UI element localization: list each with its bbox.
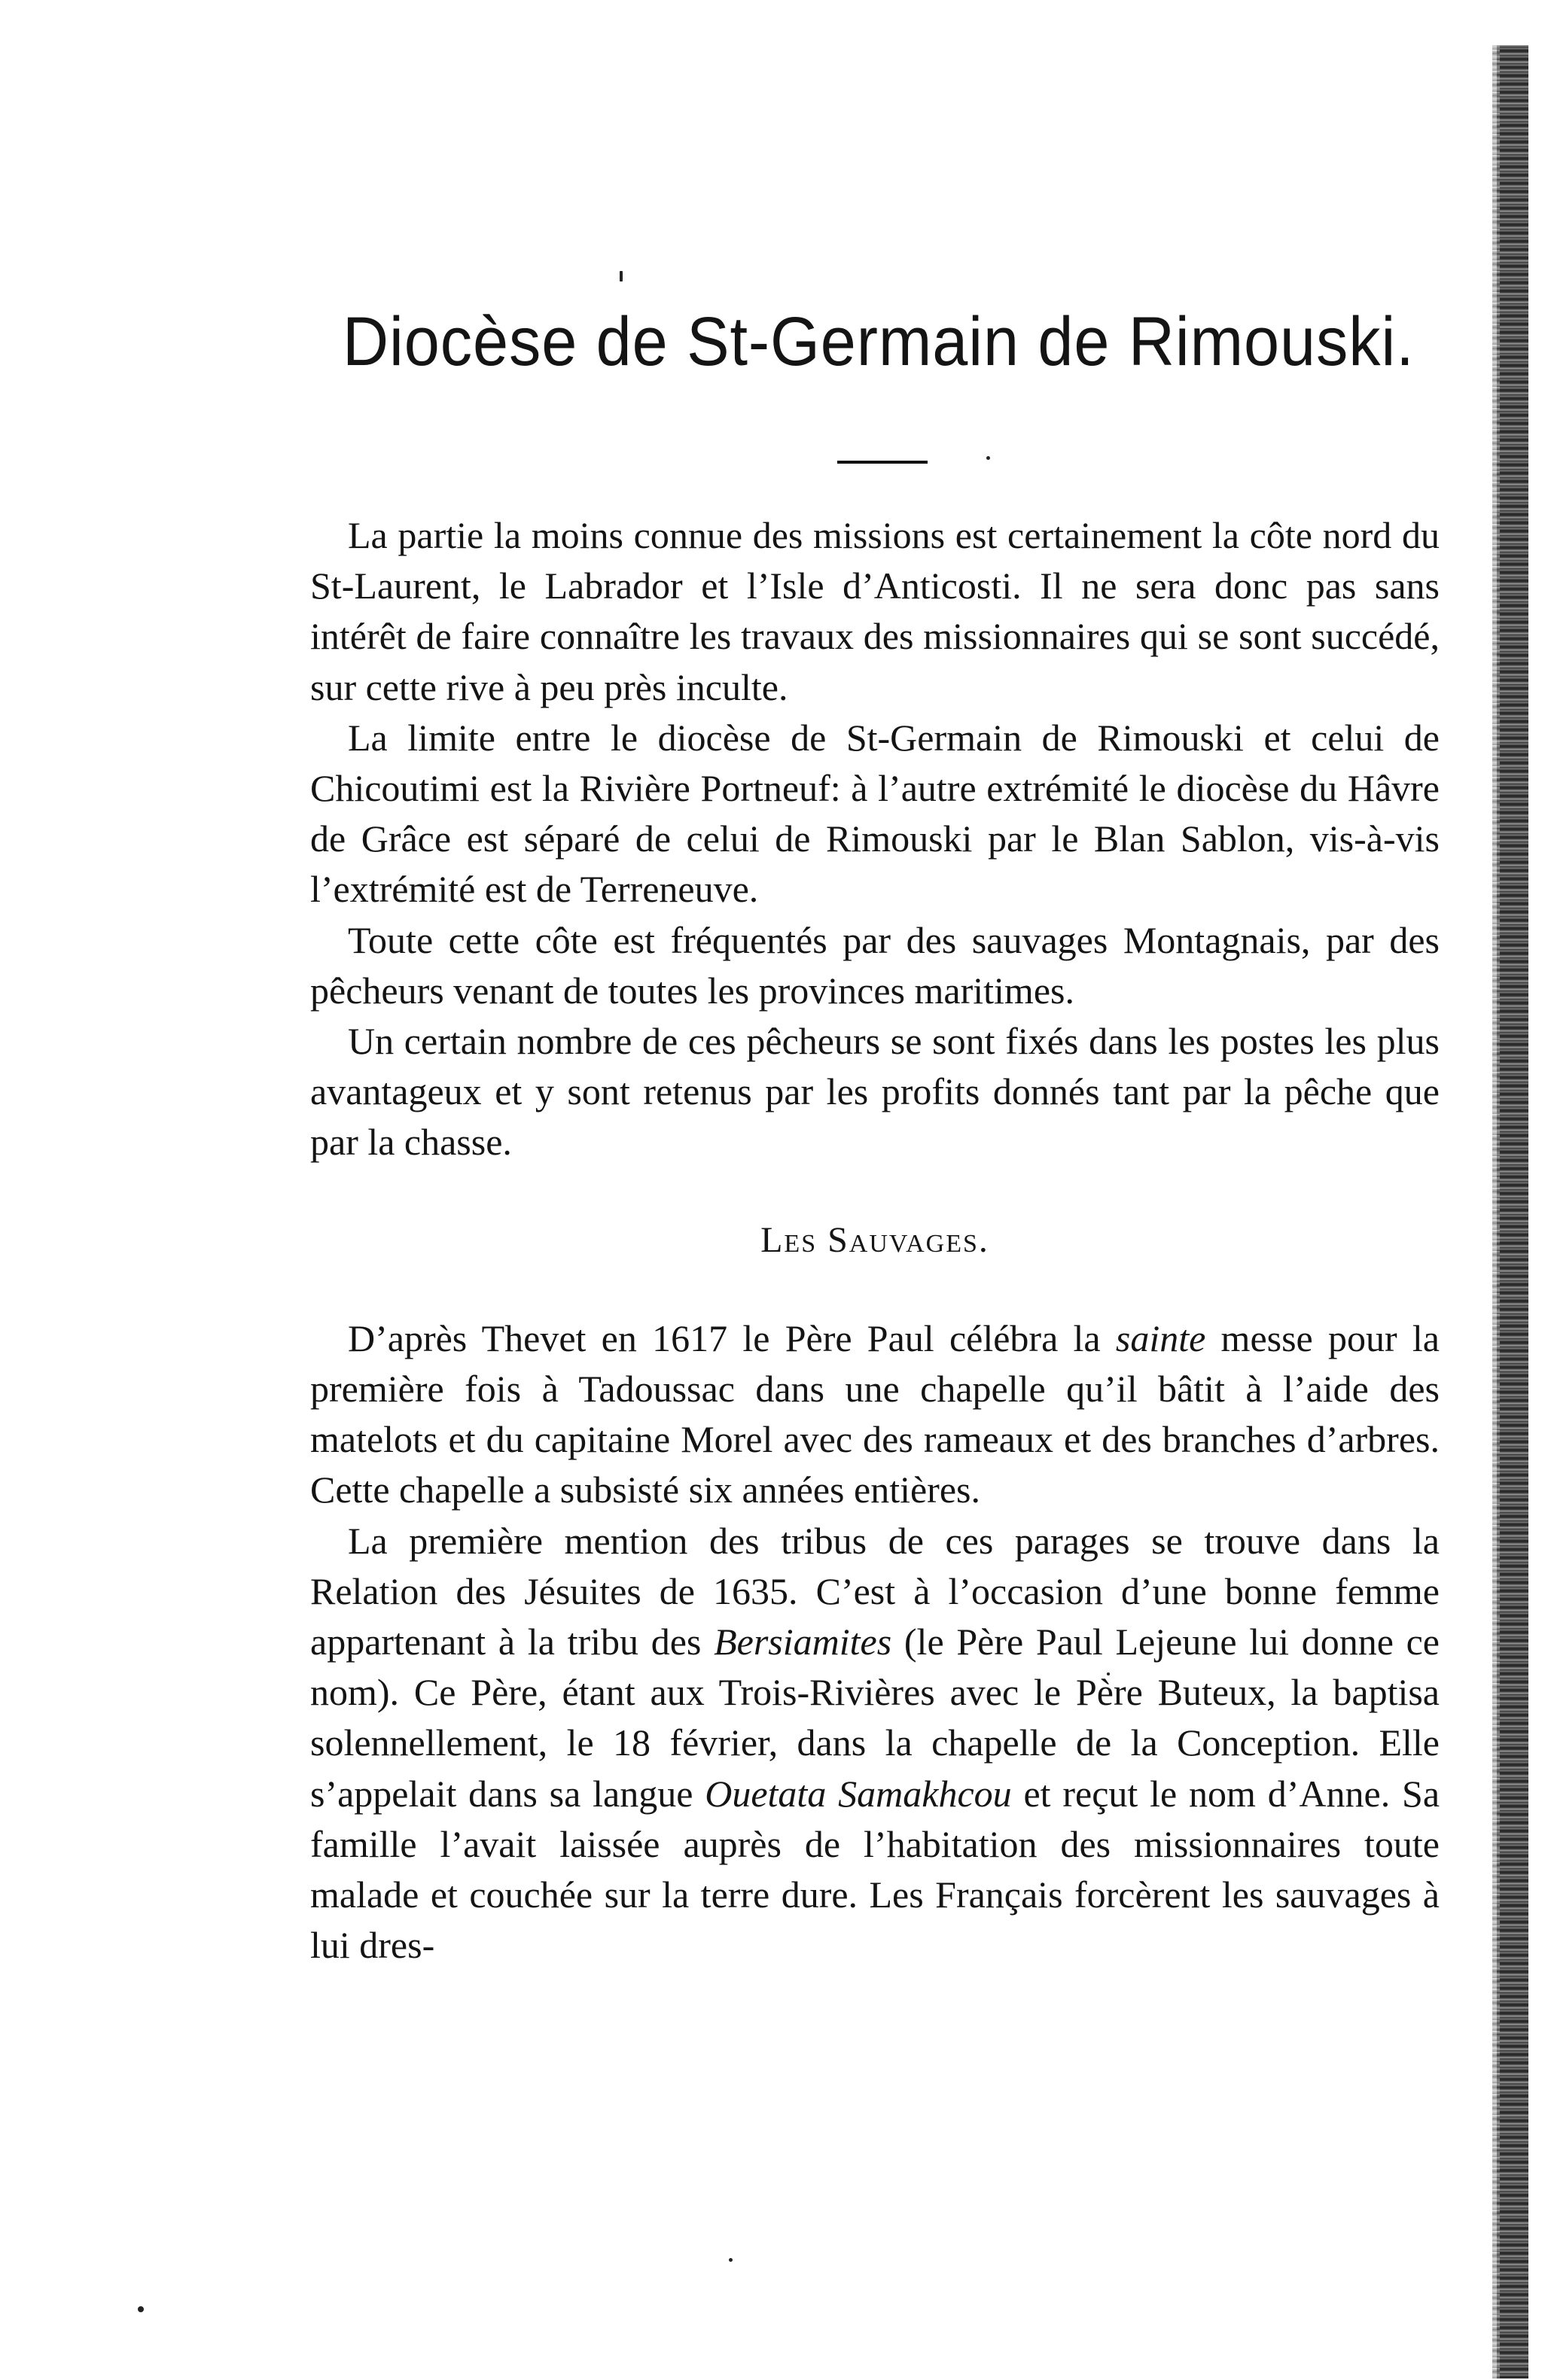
paragraph [310, 1313, 1440, 1516]
italic-text: Ouetata Samakhcou [705, 1772, 1012, 1815]
scan-edge-noise [1492, 45, 1500, 2378]
paragraph-text: D’après Thevet en 1617 le Père Paul célébra la [348, 1316, 1116, 1359]
scan-speck [620, 271, 623, 282]
italic-text: sainte [1115, 1316, 1206, 1359]
paragraph-text: (le Père Paul Lejeune lui donne ce nom). Ce Père, étant aux Trois-Rivières avec le Père Buteux, la baptisa solennellement, le 18 février, dans la chapelle de la Conception. Elle s’appelait dans sa langue [310, 1621, 1440, 1815]
paragraph [310, 1516, 1440, 1971]
page-title: Diocèse de St-Germain de Rimouski. [343, 303, 1415, 380]
paragraph: La limite entre le diocèse de St-Germain de Rimouski et celui de Chicoutimi est la Rivière Portneuf: à l’autre extrémité le diocèse du Hâvre de Grâce est séparé de celui de Rimouski par le Blan Sablon, vis-à-vis l’extrémité est de Terreneuve. [310, 716, 1440, 911]
paragraph-text: messe pour la première fois à Tadoussac dans une chapelle qu’il bâtit à l’aide des matelots et du capitaine Morel avec des rameaux et des branches d’arbres. Cette chapelle a subsisté six années entières. [310, 1316, 1440, 1511]
scan-speck [729, 2258, 733, 2262]
paragraph: La partie la moins connue des missions est certainement la côte nord du St-Laurent, le Labrador et l’Isle d’Anticosti. Il ne sera donc pas sans intérêt de faire connaître les travaux des missionnaires qui se sont succédé, sur cette rive à peu près inculte. [310, 514, 1440, 708]
paragraph: Un certain nombre de ces pêcheurs se sont fixés dans les postes les plus avantageux et y sont retenus par les profits donnés tant par la pêche que par la chasse. [310, 1020, 1440, 1164]
italic-text: Bersiamites [714, 1621, 892, 1663]
paragraph-text: et reçut le nom d’Anne. Sa famille l’avait laissée auprès de l’habitation des missionnaires toute malade et couchée sur la terre dure. Les Français forcèrent les sauvages à lui dres- [310, 1772, 1440, 1967]
section-heading: Les Sauvages. [760, 1219, 989, 1260]
body-text [310, 510, 1440, 1971]
paragraph: Toute cette côte est fréquentés par des sauvages Montagnais, par des pêcheurs venant de toutes les provinces maritimes. [310, 918, 1440, 1012]
title-rule [837, 461, 928, 464]
paragraph-text: La première mention des tribus de ces parages se trouve dans la Relation des Jésuites de 1635. C’est à l’occasion d’une bonne femme appartenant à la tribu des [310, 1519, 1440, 1663]
scan-edge-shadow [1497, 45, 1528, 2378]
scan-speck [138, 2306, 144, 2312]
scan-speck [986, 456, 990, 460]
